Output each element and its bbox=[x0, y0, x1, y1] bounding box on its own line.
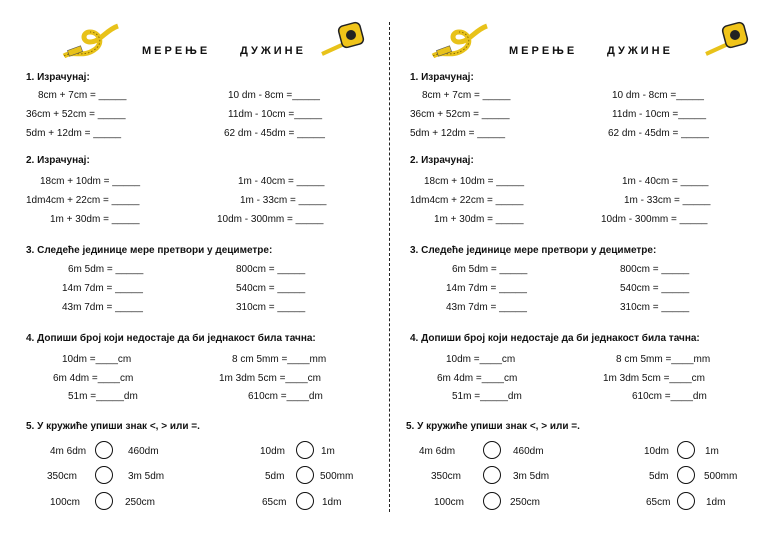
compare-d-1: 1m bbox=[321, 446, 335, 457]
compare-circle[interactable] bbox=[296, 441, 314, 459]
compare-b-1: 460dm bbox=[128, 446, 159, 457]
compare-circle[interactable] bbox=[677, 466, 695, 484]
task3-left-3: 43m 7dm = _____ bbox=[446, 302, 527, 313]
task3-left-1: 6m 5dm = _____ bbox=[452, 264, 528, 275]
task2-left-3: 1m + 30dm = _____ bbox=[50, 214, 140, 225]
task2-header: 2. Израчунај: bbox=[410, 155, 474, 166]
compare-circle[interactable] bbox=[296, 466, 314, 484]
compare-circle[interactable] bbox=[483, 492, 501, 510]
task1-header: 1. Израчунај: bbox=[26, 72, 90, 83]
compare-circle[interactable] bbox=[483, 441, 501, 459]
task1-right-2: 11dm - 10cm =_____ bbox=[228, 109, 323, 120]
compare-c-3: 65cm bbox=[646, 497, 671, 508]
task4-left-3: 51m =_____dm bbox=[452, 391, 522, 402]
compare-circle[interactable] bbox=[483, 466, 501, 484]
task1-header: 1. Израчунај: bbox=[410, 72, 474, 83]
compare-circle[interactable] bbox=[296, 492, 314, 510]
task2-right-1: 1m - 40cm = _____ bbox=[622, 176, 709, 187]
task1-right-3: 62 dm - 45dm = _____ bbox=[608, 128, 709, 139]
task3-header: 3. Следеће јединице мере претвори у дециметре: bbox=[410, 245, 657, 256]
task2-right-1: 1m - 40cm = _____ bbox=[238, 176, 325, 187]
compare-a-3: 100cm bbox=[434, 497, 465, 508]
task5-header: 5. У кружиће упиши знак <, > или =. bbox=[406, 421, 580, 432]
compare-circle[interactable] bbox=[95, 466, 113, 484]
task2-left-2: 1dm4cm + 22cm = _____ bbox=[410, 195, 524, 206]
task3-left-2: 14m 7dm = _____ bbox=[62, 283, 143, 294]
task2-left-3: 1m + 30dm = _____ bbox=[434, 214, 524, 225]
compare-a-2: 350cm bbox=[47, 471, 78, 482]
compare-b-1: 460dm bbox=[513, 446, 544, 457]
task1-left-2: 36cm + 52cm = _____ bbox=[410, 109, 510, 120]
compare-b-2: 3m 5dm bbox=[513, 471, 550, 482]
title-part1: МЕРЕЊЕ bbox=[142, 45, 211, 57]
measuring-tape-icon bbox=[60, 20, 126, 62]
compare-circle[interactable] bbox=[677, 492, 695, 510]
task3-left-1: 6m 5dm = _____ bbox=[68, 264, 144, 275]
task4-right-3: 610cm =____dm bbox=[248, 391, 323, 402]
task2-right-2: 1m - 33cm = _____ bbox=[624, 195, 711, 206]
task2-right-3: 10dm - 300mm = _____ bbox=[217, 214, 324, 225]
task3-left-3: 43m 7dm = _____ bbox=[62, 302, 143, 313]
task1-left-2: 36cm + 52cm = _____ bbox=[26, 109, 126, 120]
task4-left-2: 6m 4dm =____cm bbox=[437, 373, 518, 384]
compare-d-2: 500mm bbox=[320, 471, 354, 482]
task3-right-3: 310cm = _____ bbox=[620, 302, 690, 313]
task3-header: 3. Следеће јединице мере претвори у дециметре: bbox=[26, 245, 273, 256]
compare-b-2: 3m 5dm bbox=[128, 471, 165, 482]
task3-right-3: 310cm = _____ bbox=[236, 302, 306, 313]
compare-a-1: 4m 6dm bbox=[419, 446, 456, 457]
task4-right-2: 1m 3dm 5cm =____cm bbox=[219, 373, 321, 384]
task2-left-2: 1dm4cm + 22cm = _____ bbox=[26, 195, 140, 206]
compare-d-3: 1dm bbox=[706, 497, 726, 508]
title-part1: МЕРЕЊЕ bbox=[509, 45, 578, 57]
task1-right-1: 10 dm - 8cm =_____ bbox=[612, 90, 704, 101]
compare-a-2: 350cm bbox=[431, 471, 462, 482]
compare-c-2: 5dm bbox=[649, 471, 669, 482]
compare-c-1: 10dm bbox=[260, 446, 286, 457]
compare-circle[interactable] bbox=[95, 441, 113, 459]
task4-left-1: 10dm =____cm bbox=[62, 354, 132, 365]
compare-a-3: 100cm bbox=[50, 497, 81, 508]
title-part2: ДУЖИНЕ bbox=[607, 45, 673, 57]
compare-d-3: 1dm bbox=[322, 497, 342, 508]
compare-c-1: 10dm bbox=[644, 446, 670, 457]
task3-right-2: 540cm = _____ bbox=[236, 283, 306, 294]
task1-left-1: 8cm + 7cm = _____ bbox=[422, 90, 511, 101]
task3-right-2: 540cm = _____ bbox=[620, 283, 690, 294]
task2-right-3: 10dm - 300mm = _____ bbox=[601, 214, 708, 225]
task4-left-1: 10dm =____cm bbox=[446, 354, 516, 365]
task4-left-2: 6m 4dm =____cm bbox=[53, 373, 134, 384]
measuring-tape-icon bbox=[429, 20, 495, 62]
task4-right-3: 610cm =____dm bbox=[632, 391, 707, 402]
task4-right-1: 8 cm 5mm =____mm bbox=[616, 354, 711, 365]
tape-measure-icon bbox=[704, 18, 752, 58]
task1-left-3: 5dm + 12dm = _____ bbox=[410, 128, 506, 139]
task2-left-1: 18cm + 10dm = _____ bbox=[424, 176, 525, 187]
compare-b-3: 250cm bbox=[510, 497, 541, 508]
compare-circle[interactable] bbox=[95, 492, 113, 510]
task2-right-2: 1m - 33cm = _____ bbox=[240, 195, 327, 206]
task5-header: 5. У кружиће упиши знак <, > или =. bbox=[26, 421, 200, 432]
task4-header: 4. Допиши број који недостаје да би једнакост била тачна: bbox=[410, 333, 700, 344]
compare-c-2: 5dm bbox=[265, 471, 285, 482]
task4-left-3: 51m =_____dm bbox=[68, 391, 138, 402]
compare-d-2: 500mm bbox=[704, 471, 738, 482]
compare-a-1: 4m 6dm bbox=[50, 446, 87, 457]
task1-right-2: 11dm - 10cm =_____ bbox=[612, 109, 707, 120]
compare-d-1: 1m bbox=[705, 446, 719, 457]
task1-right-1: 10 dm - 8cm =_____ bbox=[228, 90, 320, 101]
worksheet-right bbox=[384, 0, 768, 543]
compare-b-3: 250cm bbox=[125, 497, 156, 508]
title-part2: ДУЖИНЕ bbox=[240, 45, 306, 57]
compare-c-3: 65cm bbox=[262, 497, 287, 508]
task2-header: 2. Израчунај: bbox=[26, 155, 90, 166]
task3-right-1: 800cm = _____ bbox=[620, 264, 690, 275]
tape-measure-icon bbox=[320, 18, 368, 58]
task2-left-1: 18cm + 10dm = _____ bbox=[40, 176, 141, 187]
task1-left-3: 5dm + 12dm = _____ bbox=[26, 128, 122, 139]
task1-left-1: 8cm + 7cm = _____ bbox=[38, 90, 127, 101]
task4-right-1: 8 cm 5mm =____mm bbox=[232, 354, 327, 365]
compare-circle[interactable] bbox=[677, 441, 695, 459]
task4-right-2: 1m 3dm 5cm =____cm bbox=[603, 373, 705, 384]
task3-right-1: 800cm = _____ bbox=[236, 264, 306, 275]
task1-right-3: 62 dm - 45dm = _____ bbox=[224, 128, 325, 139]
task4-header: 4. Допиши број који недостаје да би једнакост била тачна: bbox=[26, 333, 316, 344]
task3-left-2: 14m 7dm = _____ bbox=[446, 283, 527, 294]
